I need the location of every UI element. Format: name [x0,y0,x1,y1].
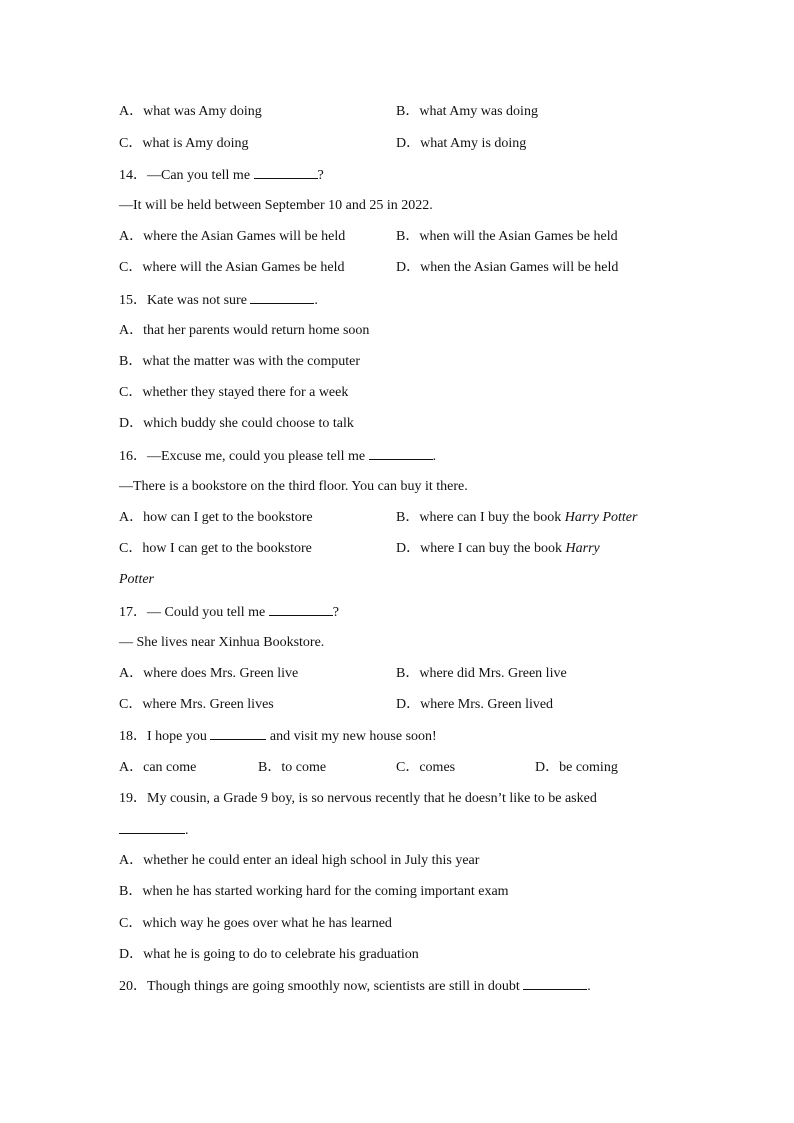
q17-stem-end: ? [332,605,339,620]
answer-blank [269,603,333,616]
q16-option-b-text: B．where can I buy the book [396,510,565,525]
q14-stem-end: ? [317,168,324,183]
q18-option-d: D．be coming [535,760,618,775]
q20-stem [119,977,591,996]
q19-option-c: C．which way he goes over what he has learned [119,916,392,931]
q18-stem-end: and visit my new house soon! [266,729,437,744]
q19-stem-continued [119,821,189,840]
answer-blank [119,821,185,834]
q19-option-d: D．what he is going to do to celebrate his graduation [119,947,419,962]
q14-stem [119,166,324,185]
q14-reply: —It will be held between September 10 and 25 in 2022. [119,198,433,213]
q16-option-d [396,540,600,558]
q20-stem-text: 20．Though things are going smoothly now, scientists are still in doubt [119,979,524,994]
q16-option-d-title: Harry [565,541,600,556]
q16-option-d-text: D．where I can buy the book [396,541,566,556]
q19-stem: 19．My cousin, a Grade 9 boy, is so nervous recently that he doesn’t like to be asked [119,791,597,806]
q19-stem-end: . [185,823,189,838]
q17-option-b: B．where did Mrs. Green live [396,666,567,681]
q16-option-b [396,509,637,527]
q14-option-a: A．where the Asian Games will be held [119,229,346,244]
q18-option-a: A．can come [119,760,197,775]
q18-option-c: C．comes [396,760,456,775]
q16-stem-end: . [432,449,437,464]
answer-blank [250,291,314,304]
q17-stem [119,603,339,622]
q14-option-c: C．where will the Asian Games be held [119,260,345,275]
q20-stem-end: . [587,979,591,994]
q16-option-b-title: Harry Potter [564,510,638,525]
q15-option-a: A．that her parents would return home soon [119,323,370,338]
answer-blank [369,447,433,460]
q18-stem-text: 18．I hope you [119,729,211,744]
q17-option-a: A．where does Mrs. Green live [119,666,299,681]
answer-blank [523,977,587,990]
q16-stem-text: 16．—Excuse me, could you please tell me [119,449,369,464]
q14-option-d: D．when the Asian Games will be held [396,260,619,275]
q17-option-d: D．where Mrs. Green lived [396,697,554,712]
q17-option-c: C．where Mrs. Green lives [119,697,274,712]
q15-stem-text: 15．Kate was not sure [119,293,251,308]
q19-option-a: A．whether he could enter an ideal high school in July this year [119,853,480,868]
q17-stem-text: 17．— Could you tell me [119,605,269,620]
q15-stem [119,291,318,310]
q17-reply: — She lives near Xinhua Bookstore. [119,635,325,650]
q16-option-d-title-cont: Potter [119,572,154,587]
q16-stem [119,447,436,466]
q16-option-d-continued [119,571,154,589]
q15-option-c: C．whether they stayed there for a week [119,385,349,400]
q13-option-d: D．what Amy is doing [396,136,527,151]
q18-option-b: B．to come [258,760,327,775]
q13-option-c: C．what is Amy doing [119,136,249,151]
q13-option-b: B．what Amy was doing [396,104,538,119]
q15-option-d: D．which buddy she could choose to talk [119,416,354,431]
q19-option-b: B．when he has started working hard for the coming important exam [119,884,509,899]
answer-blank [210,727,266,740]
q15-option-b: B．what the matter was with the computer [119,354,361,369]
q13-option-a: A．what was Amy doing [119,104,262,119]
q16-reply: —There is a bookstore on the third floor. You can buy it there. [119,479,468,494]
q16-option-a: A．how can I get to the bookstore [119,510,313,525]
answer-blank [254,166,318,179]
q15-stem-end: . [314,293,318,308]
q16-option-c: C．how I can get to the bookstore [119,541,312,556]
q14-option-b: B．when will the Asian Games be held [396,229,618,244]
q18-stem [119,727,437,746]
q14-stem-text: 14．—Can you tell me [119,168,254,183]
